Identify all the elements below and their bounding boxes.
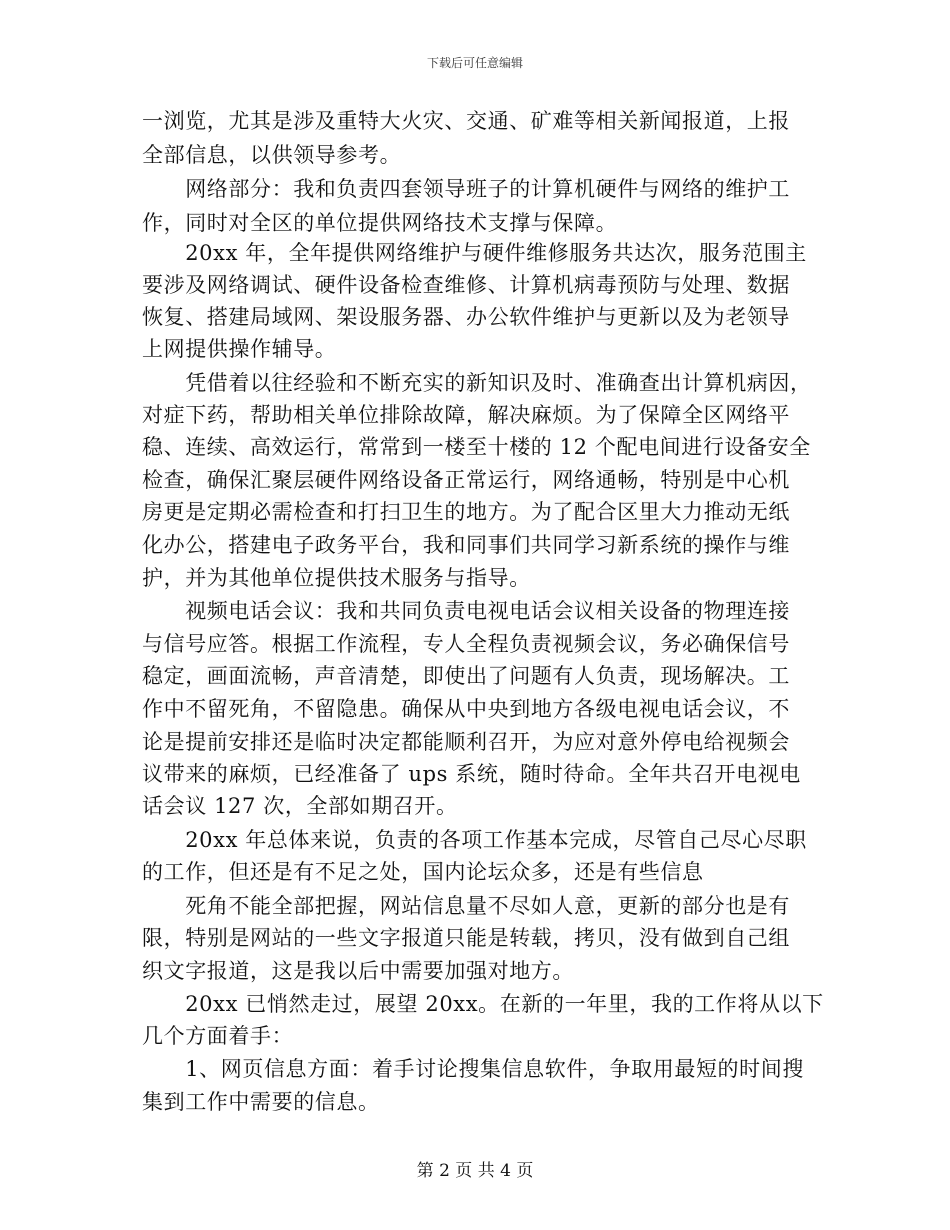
body-line: 稳、连续、高效运行，常常到一楼至十楼的 12 个配电间进行设备安全 xyxy=(142,435,811,459)
body-line: 20xx 年总体来说，负责的各项工作基本完成，尽管自己尽心尽职 xyxy=(142,828,807,852)
body-line: 死角不能全部把握，网站信息量不尽如人意，更新的部分也是有 xyxy=(142,894,790,918)
body-line: 化办公，搭建电子政务平台，我和同事们共同学习新系统的操作与维 xyxy=(142,533,790,557)
page-footer: 第 2 页 共 4 页 xyxy=(416,1161,534,1181)
body-line: 论是提前安排还是临时决定都能顺利召开，为应对意外停电给视频会 xyxy=(142,730,790,754)
body-line: 限，特别是网站的一些文字报道只能是转载，拷贝，没有做到自己组 xyxy=(142,926,790,950)
body-line: 一浏览，尤其是涉及重特大火灾、交通、矿难等相关新闻报道，上报 xyxy=(142,109,790,133)
body-line: 房更是定期必需检查和打扫卫生的地方。为了配合区里大力推动无纸 xyxy=(142,500,790,524)
body-line: 集到工作中需要的信息。 xyxy=(142,1090,380,1114)
body-line: 凭借着以往经验和不断充实的新知识及时、准确查出计算机病因， xyxy=(142,371,812,395)
body-line: 20xx 年，全年提供网络维护与硬件维修服务共达次，服务范围主 xyxy=(142,241,807,265)
body-line: 1、网页信息方面：着手讨论搜集信息软件，争取用最短的时间搜 xyxy=(142,1057,804,1081)
body-line: 网络部分：我和负责四套领导班子的计算机硬件与网络的维护工 xyxy=(142,177,790,201)
body-line: 视频电话会议：我和共同负责电视电话会议相关设备的物理连接 xyxy=(142,599,790,623)
body-line: 与信号应答。根据工作流程，专人全程负责视频会议，务必确保信号 xyxy=(142,632,790,656)
body-line: 对症下药，帮助相关单位排除故障，解决麻烦。为了保障全区网络平 xyxy=(142,403,790,427)
body-line: 检查，确保汇聚层硬件网络设备正常运行，网络通畅，特别是中心机 xyxy=(142,468,790,492)
body-line: 织文字报道，这是我以后中需要加强对地方。 xyxy=(142,959,574,983)
body-line: 作，同时对全区的单位提供网络技术支撑与保障。 xyxy=(142,211,618,235)
body-line: 稳定，画面流畅，声音清楚，即使出了问题有人负责，现场解决。工 xyxy=(142,664,790,688)
body-line: 要涉及网络调试、硬件设备检查维修、计算机病毒预防与处理、数据 xyxy=(142,273,790,297)
page-header: 下载后可任意编辑 xyxy=(426,56,523,70)
body-line: 几个方面着手： xyxy=(142,1024,294,1048)
body-line: 话会议 127 次，全部如期召开。 xyxy=(142,794,458,818)
body-line: 作中不留死角，不留隐患。确保从中央到地方各级电视电话会议，不 xyxy=(142,697,790,721)
body-line: 恢复、搭建局域网、架设服务器、办公软件维护与更新以及为老领导 xyxy=(142,305,790,329)
body-line: 上网提供操作辅导。 xyxy=(142,337,337,361)
body-line: 的工作，但还是有不足之处，国内论坛众多，还是有些信息 xyxy=(142,860,704,884)
body-line: 20xx 已悄然走过，展望 20xx。在新的一年里，我的工作将从以下 xyxy=(142,992,824,1016)
body-line: 护，并为其他单位提供技术服务与指导。 xyxy=(142,566,531,590)
body-line: 议带来的麻烦，已经准备了 ups 系统，随时待命。全年共召开电视电 xyxy=(142,762,801,786)
body-line: 全部信息，以供领导参考。 xyxy=(142,143,402,167)
